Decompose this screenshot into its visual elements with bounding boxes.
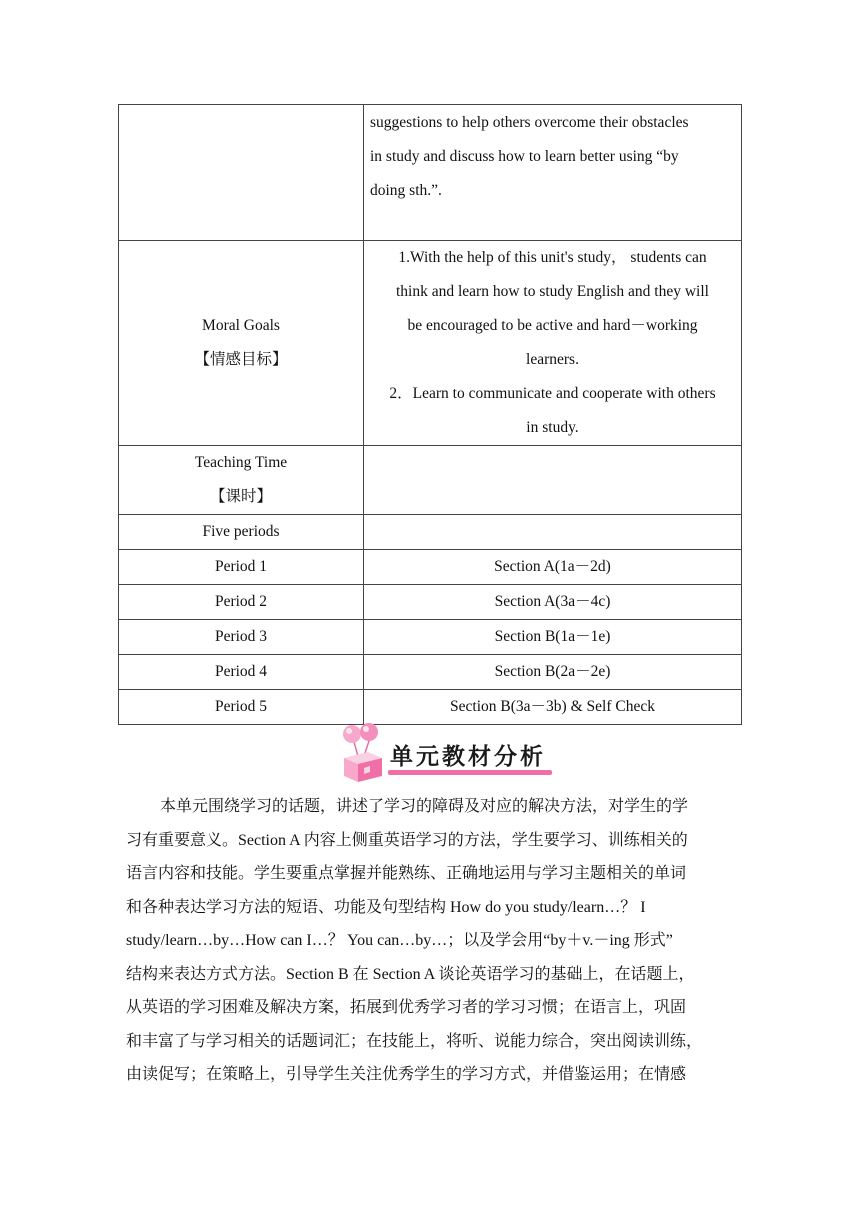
table-cell-left: Five periods: [119, 515, 364, 550]
table-cell-right: Section A(3a－4c): [364, 585, 742, 620]
cell-line: learners.: [526, 351, 579, 368]
table-cell-right: [364, 241, 742, 446]
table-cell-left: Period 3: [119, 620, 364, 655]
table-row: [119, 585, 742, 620]
table-cell-left: [119, 446, 364, 515]
table-row: [119, 620, 742, 655]
cell-line: doing sth.”.: [370, 182, 442, 199]
cell-line: be encouraged to be active and hard－working: [407, 317, 698, 334]
table-cell-left: Period 2: [119, 585, 364, 620]
table-row: [119, 515, 742, 550]
title-underline: [388, 770, 552, 775]
table-cell-left: [119, 105, 364, 241]
paragraph-line: 和各种表达学习方法的短语、功能及句型结构 How do you study/learn…？ I: [126, 898, 646, 916]
table-cell-left: Period 1: [119, 550, 364, 585]
section-banner: [336, 722, 556, 782]
analysis-paragraph: [126, 790, 736, 1092]
paragraph-line: 结构来表达方式方法。Section B 在 Section A 谈论英语学习的基础上，在话题上，: [126, 965, 695, 983]
table-row: [119, 690, 742, 725]
cell-line: 1.With the help of this unit's study， students can: [398, 249, 707, 266]
paragraph-line: 由读促写；在策略上，引导学生关注优秀学生的学习方式，并借鉴运用；在情感: [126, 1066, 687, 1083]
cell-line: 【情感目标】: [194, 351, 288, 368]
table-cell-right: [364, 515, 742, 550]
cell-line: 2．Learn to communicate and cooperate with others: [389, 385, 716, 402]
cell-line: think and learn how to study English and they will: [396, 283, 709, 300]
table-cell-right: [364, 446, 742, 515]
table-row: [119, 446, 742, 515]
paragraph-line: 习有重要意义。Section A 内容上侧重英语学习的方法，学生要学习、训练相关的: [126, 831, 688, 849]
cell-line: in study.: [526, 419, 579, 436]
cell-line: 【课时】: [209, 488, 272, 505]
table-cell-left: [119, 241, 364, 446]
table-row: [119, 655, 742, 690]
table-cell-right: Section A(1a－2d): [364, 550, 742, 585]
balloon-cube-icon: [336, 722, 396, 784]
section-title: 单元教材分析: [390, 744, 546, 770]
table-cell-left: Period 4: [119, 655, 364, 690]
table-row: [119, 241, 742, 446]
paragraph-line: 从英语的学习困难及解决方案，拓展到优秀学习者的学习习惯；在语言上，巩固: [126, 999, 687, 1016]
teaching-plan-table: [118, 104, 742, 725]
table-cell-right: Section B(3a－3b) & Self Check: [364, 690, 742, 725]
table-cell-right: [364, 105, 742, 241]
cell-line: Moral Goals: [202, 317, 280, 334]
table-cell-right: Section B(2a－2e): [364, 655, 742, 690]
table-cell-left: Period 5: [119, 690, 364, 725]
table-row: [119, 105, 742, 241]
cell-line: suggestions to help others overcome their obstacles: [370, 114, 689, 131]
paragraph-line: 本单元围绕学习的话题，讲述了学习的障碍及对应的解决方法，对学生的学: [160, 798, 689, 815]
cell-line: Teaching Time: [194, 454, 288, 471]
paragraph-line: study/learn…by…How can I…？ You can…by…；以及学会用“by＋v.－ing 形式”: [126, 932, 673, 949]
paragraph-line: 和丰富了与学习相关的话题词汇；在技能上，将听、说能力综合，突出阅读训练，: [126, 1032, 703, 1050]
paragraph-line: 语言内容和技能。学生要重点掌握并能熟练、正确地运用与学习主题相关的单词: [126, 865, 687, 882]
table-row: [119, 550, 742, 585]
cell-line: in study and discuss how to learn better using “by: [370, 148, 679, 165]
table-cell-right: Section B(1a－1e): [364, 620, 742, 655]
